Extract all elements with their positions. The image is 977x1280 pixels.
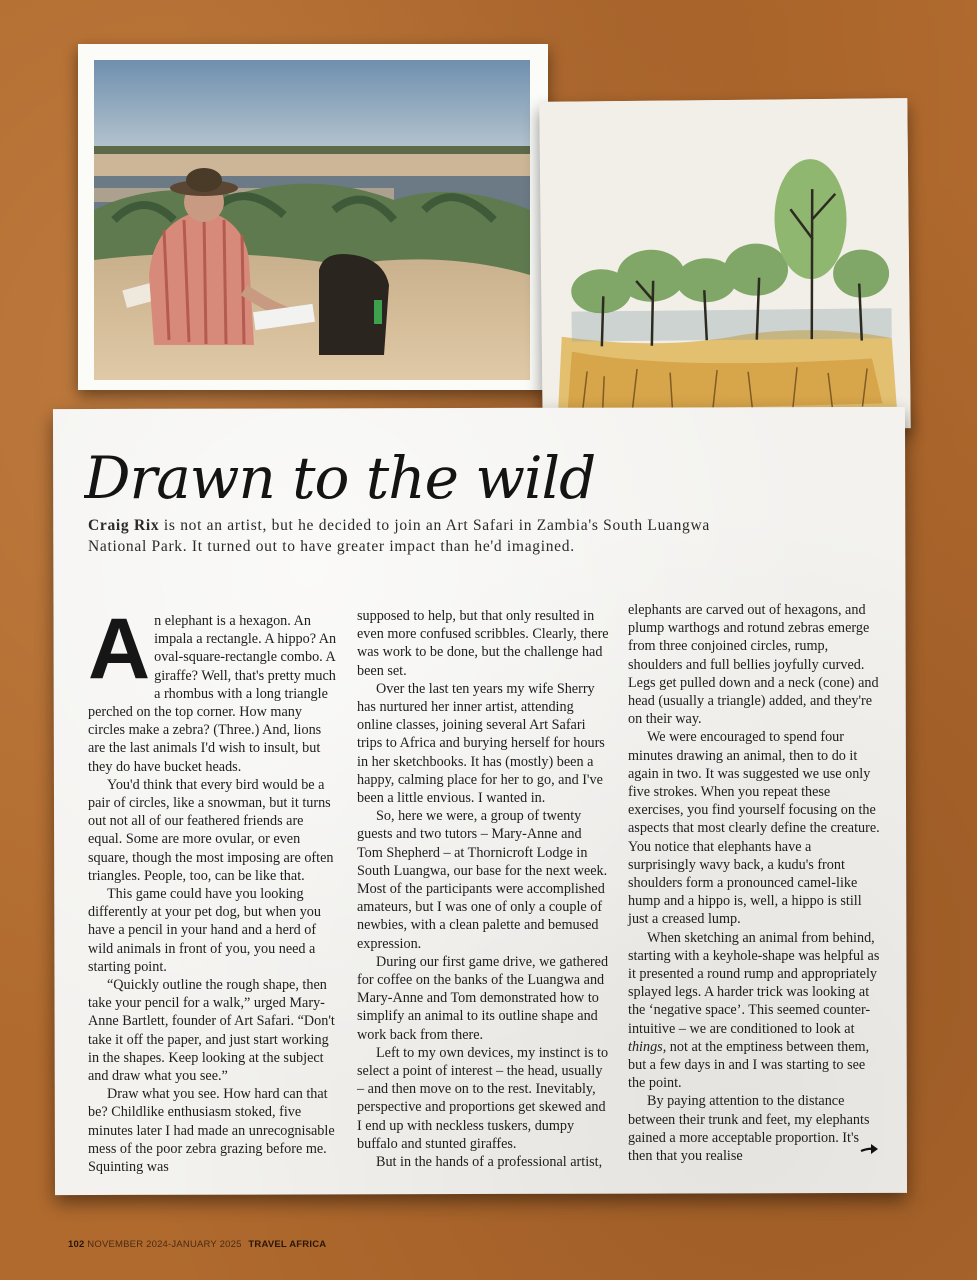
- paragraph: By paying attention to the distance between their trunk and feet, my elephants gained a more acceptable proportion. It's then that you realise: [628, 1093, 870, 1165]
- paragraph: This game could have you looking differently at your pet dog, but when you have a pencil in your hand and a herd of wild animals in front of you, you need a starting point.: [88, 886, 321, 975]
- text-run: , not at the emptiness between them, but a few days in and I was starting to see the point.: [628, 1038, 870, 1092]
- paragraph: During our first game drive, we gathered for coffee on the banks of the Luangwa and Mary-Anne and Tom demonstrated how to simplify an animal to its outline shape and work back from there.: [357, 953, 609, 1043]
- paragraph: Left to my own devices, my instinct is to select a point of interest – the head, usually – and then move on to the rest. Inevitably, perspective and proportions get skewed and I end up with neckless tuskers, dumpy buffalo and stunted giraffes.: [357, 1044, 609, 1152]
- paragraph: Over the last ten years my wife Sherry has nurtured her inner artist, attending online classes, joining several Art Safari trips to Africa and burying herself for hours in her sketchbooks. It has (mostly) been a happy, calming place for her to go, and I've been a little envious. I wanted in.: [357, 680, 605, 807]
- paragraph: You'd think that every bird would be a pair of circles, like a snowman, but it turns out not all of our feathered friends are equal. Some are more ovular, or even square, though the most imposing are often triangles. People, too, can be like that.: [88, 776, 334, 884]
- paragraph: “Quickly outline the rough shape, then take your pencil for a walk,” urged Mary-Anne Bartlett, founder of Art Safari. “Don't take it off the paper, and just start working in the shapes. Keep looking at the subject and draw what you see.”: [88, 977, 335, 1085]
- paragraph: n elephant is a hexagon. An impala a rectangle. A hippo? An oval-square-rectangle combo. A giraffe? Well, that's pretty much a rhombus with a long triangle perched on the top corner. How many circles make a zebra? (Three.) And, lions are the last animals I'd wish to insult, but they do have bucket heads.: [88, 613, 337, 775]
- standfirst-text: is not an artist, but he decided to join an Art Safari in Zambia's South Luangwa National Park. It turned out to have greater impact than he'd imagined.: [88, 517, 710, 555]
- paragraph: So, here we were, a group of twenty guests and two tutors – Mary-Anne and Tom Shepherd – at Thornicroft Lodge in South Luangwa, our base for the next week. Most of the participants were accomplished amateurs, but I was one of only a couple of newbies, with a clean palette and bemused expression.: [357, 808, 608, 952]
- riverbank-photo: [94, 60, 530, 380]
- paragraph: Draw what you see. How hard can that be? Childlike enthusiasm stoked, five minutes later I had made an unrecognisable mess of the poor zebra grazing before me. Squinting was: [88, 1086, 335, 1176]
- standfirst: [88, 515, 728, 557]
- emphasis: things: [628, 1038, 663, 1055]
- page-footer: [68, 1239, 326, 1250]
- paragraph: But in the hands of a professional artist,: [376, 1154, 603, 1171]
- article-column-1: [88, 601, 340, 1176]
- paragraph: [628, 929, 880, 1093]
- continue-arrow-icon: [860, 1142, 880, 1156]
- paragraph: We were encouraged to spend four minutes drawing an animal, then to do it again in two. It was suggested we use only five strokes. When you repeat these exercises, you find yourself focusing on the aspects that most clearly define the creature. You notice that elephants have a surprisingly wavy back, a kudu's front shoulders form a pronounced camel-like hump and a hippo is, well, a hippo is still just a creased lump.: [628, 729, 880, 928]
- article-column-3: [628, 601, 880, 1165]
- watercolour-painting: [539, 98, 910, 432]
- page-number: 102: [68, 1239, 85, 1250]
- man-sketching-image: [94, 60, 530, 380]
- painting-image: [539, 98, 910, 432]
- headline-text: Drawn to the wild: [84, 446, 596, 512]
- issue-date: NOVEMBER 2024-JANUARY 2025: [87, 1239, 242, 1250]
- author-name: Craig Rix: [88, 517, 160, 534]
- text-run: When sketching an animal from behind, starting with a keyhole-shape was helpful as it presented a round rump and appropriately splayed legs. A harder trick was looking at the ‘negative space’. This seemed counter-intuitive – we are conditioned to look at: [628, 929, 880, 1037]
- headline: [84, 446, 604, 516]
- article-column-2: [357, 607, 609, 1171]
- paragraph: supposed to help, but that only resulted in even more confused scribbles. Clearly, there was work to be done, but the challenge had been set.: [357, 608, 609, 679]
- paragraph: elephants are carved out of hexagons, and plump warthogs and rotund zebras emerge from three conjoined circles, rump, shoulders and full bellies joyfully curved. Legs get pulled down and a neck (cone) and head (usually a triangle) added, and they're on their way.: [628, 602, 879, 728]
- drop-cap: A: [88, 601, 149, 697]
- photo-frame: [78, 44, 548, 390]
- magazine-name: TRAVEL AFRICA: [248, 1239, 327, 1250]
